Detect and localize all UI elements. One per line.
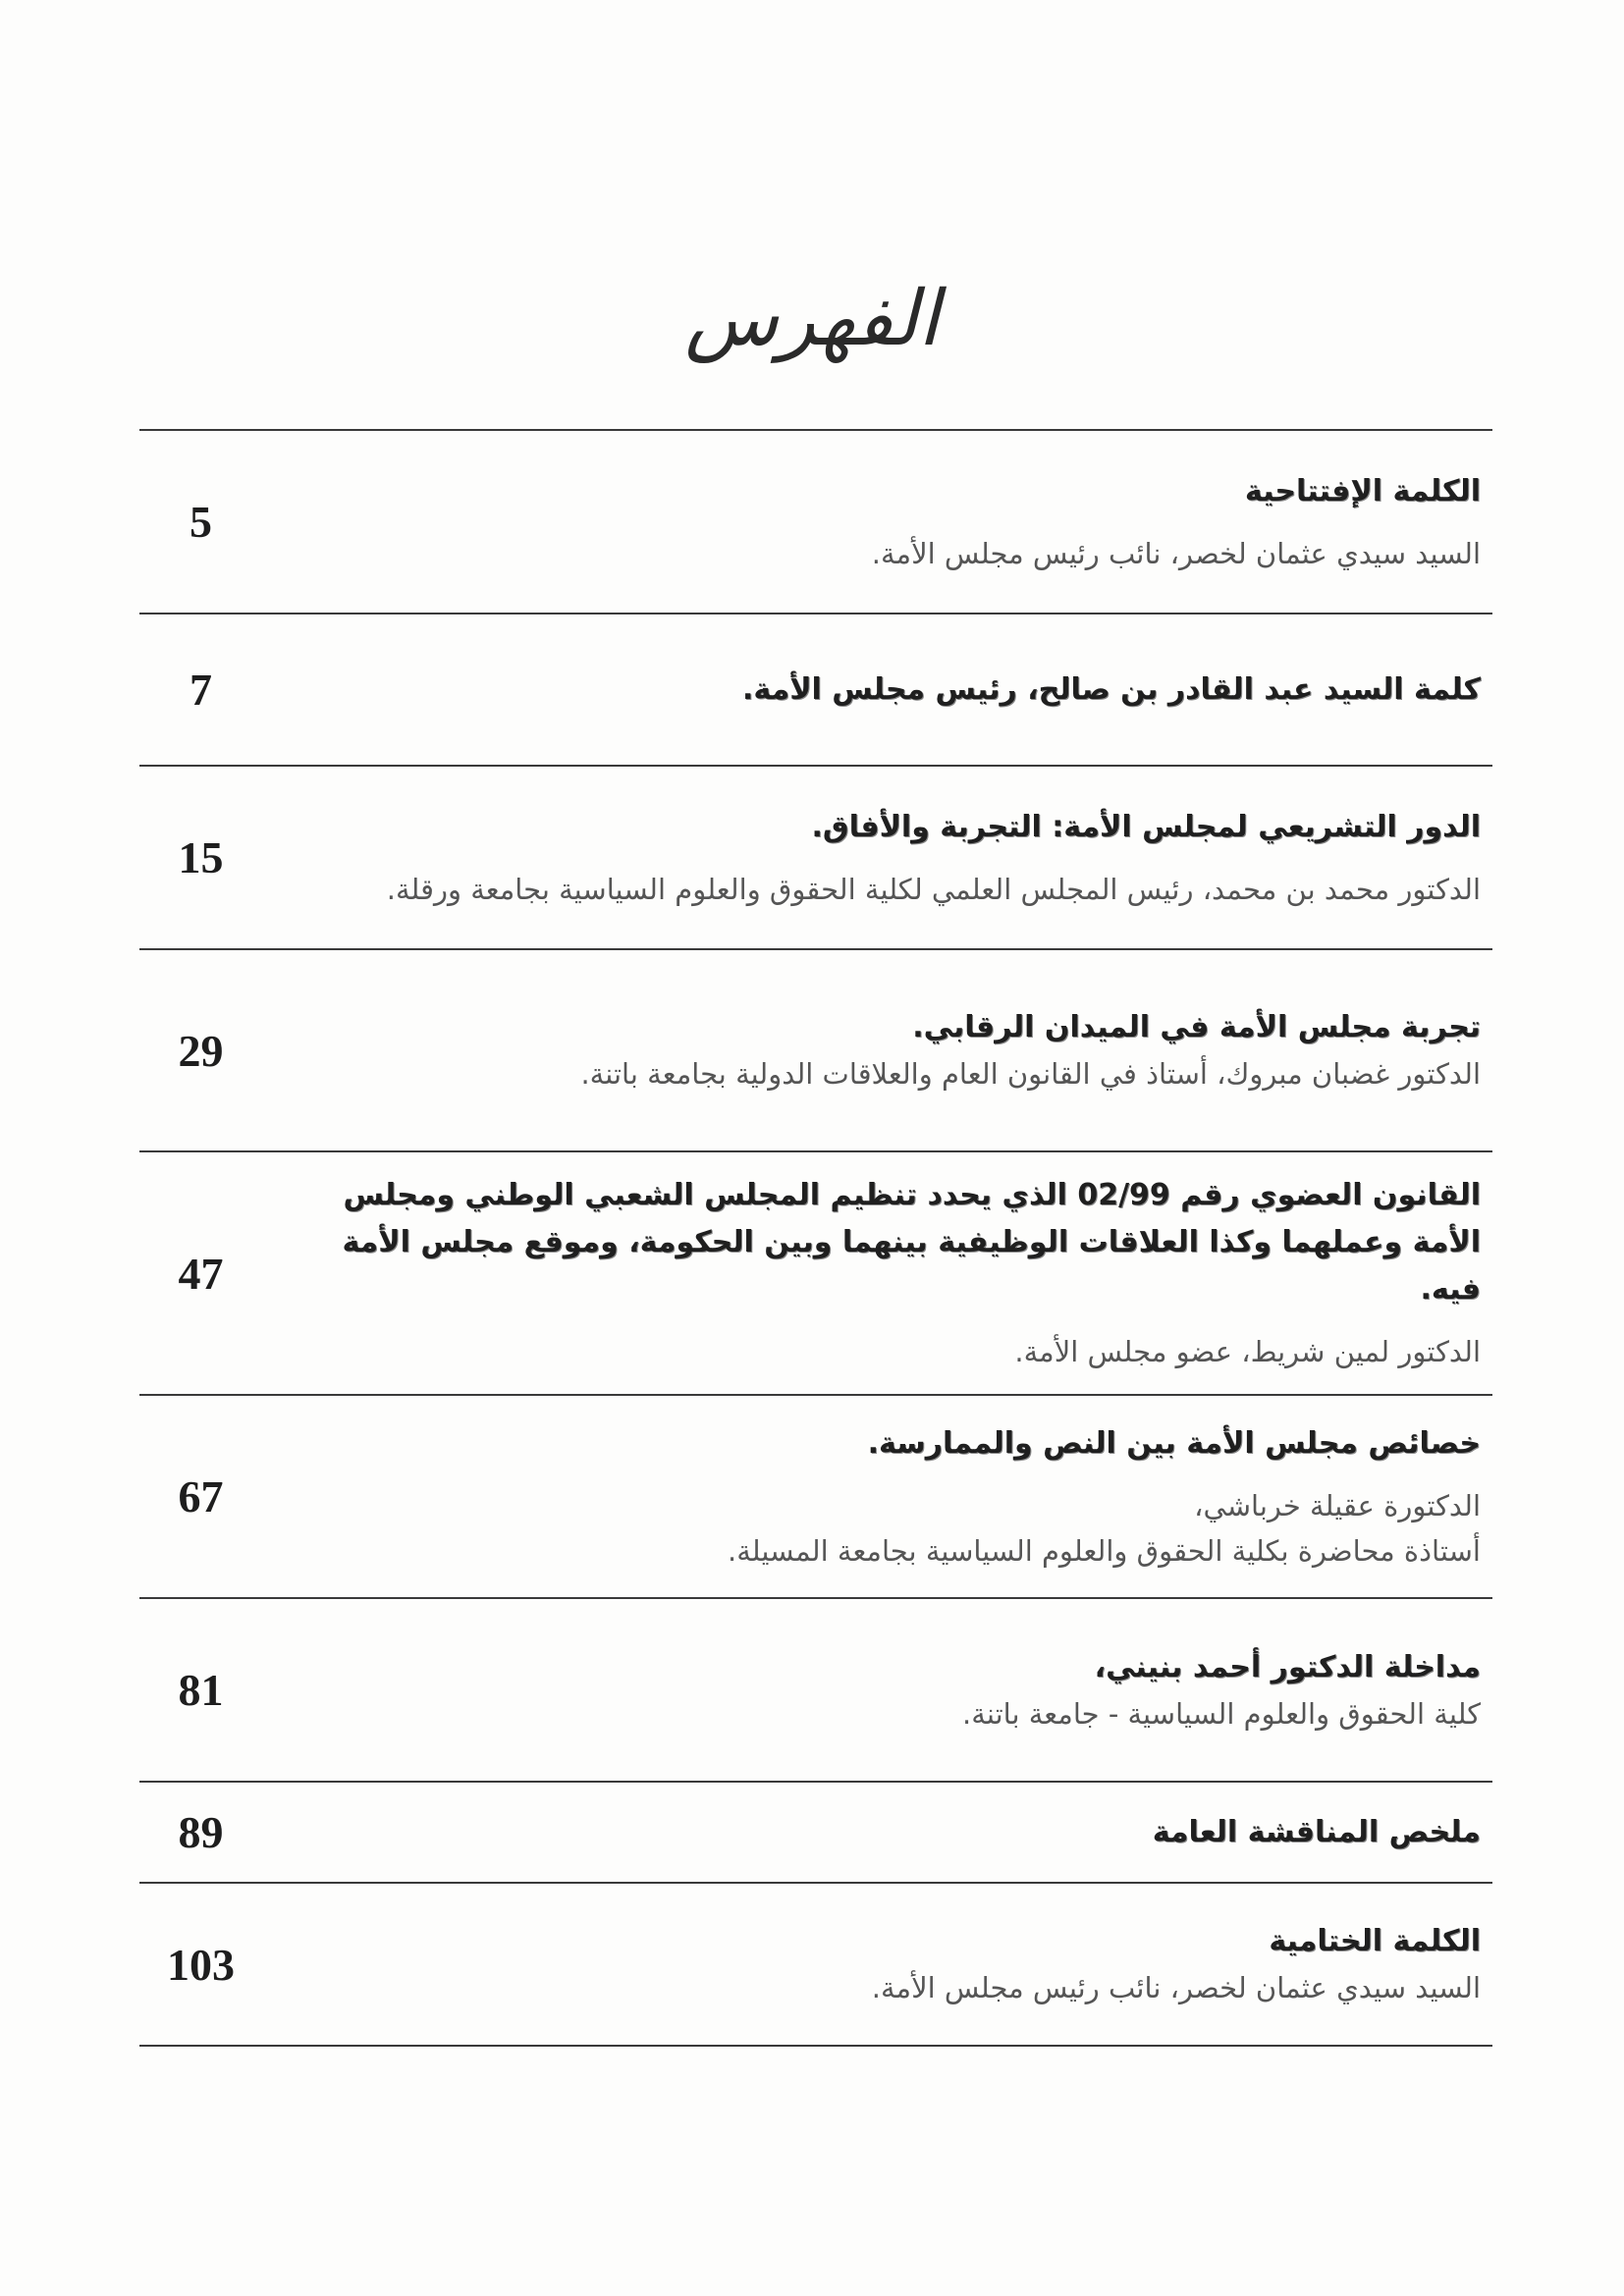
page-number: 7 [189, 665, 212, 715]
page-number: 5 [189, 497, 212, 547]
table-of-contents [139, 429, 1492, 2047]
entry-author: الدكتور لمين شريط، عضو مجلس الأمة. [1014, 1335, 1481, 1368]
page-number: 89 [178, 1807, 224, 1857]
entry-heading: خصائص مجلس الأمة بين النص والممارسة. [867, 1425, 1481, 1461]
toc-entry [139, 1783, 1492, 1882]
entry-heading: الدور التشريعي لمجلس الأمة: التجربة والأفاق. [811, 809, 1481, 844]
page-number: 15 [178, 832, 224, 882]
entry-author: الدكتور غضبان مبروك، أستاذ في القانون العام والعلاقات الدولية بجامعة باتنة. [580, 1057, 1481, 1091]
entry-heading: تجربة مجلس الأمة في الميدان الرقابي. [912, 1010, 1481, 1044]
toc-entry [139, 1396, 1492, 1597]
entry-heading: ملخص المناقشة العامة [1152, 1814, 1481, 1849]
page-number: 67 [178, 1471, 224, 1522]
toc-entry [139, 1884, 1492, 2045]
entry-heading: كلمة السيد عبد القادر بن صالح، رئيس مجلس الأمة. [742, 671, 1481, 707]
entry-heading: القانون العضوي رقم 02/99 الذي يحدد تنظيم المجلس الشعبي الوطني ومجلس الأمة وعملهما وكذا العلاقات الوظيفية بينهما وبين الحكومة، وموقع مجلس الأمة فيه. [342, 1178, 1481, 1307]
page-number: 81 [178, 1665, 224, 1715]
entry-author: السيد سيدي عثمان لخصر، نائب رئيس مجلس الأمة. [871, 536, 1481, 570]
entry-affiliation: كلية الحقوق والعلوم السياسية - جامعة باتنة. [962, 1696, 1481, 1731]
toc-entry [139, 950, 1492, 1150]
toc-entry [139, 1599, 1492, 1781]
divider [139, 2045, 1492, 2047]
page-number: 47 [178, 1248, 224, 1299]
toc-entry [139, 1152, 1492, 1394]
entry-author: السيد سيدي عثمان لخصر، نائب رئيس مجلس الأمة. [871, 1971, 1481, 2004]
entry-author: الدكتورة عقيلة خرباشي، [1194, 1488, 1481, 1522]
entry-heading: الكلمة الإفتتاحية [1244, 473, 1481, 508]
entry-heading: الكلمة الختامية [1269, 1924, 1481, 1958]
page-number: 103 [167, 1939, 235, 1990]
entry-affiliation: أستاذة محاضرة بكلية الحقوق والعلوم السياسية بجامعة المسيلة. [728, 1533, 1481, 1568]
page-number: 29 [178, 1025, 224, 1076]
toc-entry [139, 614, 1492, 765]
entry-heading: مداخلة الدكتور أحمد بنيني، [1094, 1649, 1481, 1684]
toc-entry [139, 431, 1492, 613]
toc-entry [139, 767, 1492, 948]
page-title: الفهرس [684, 275, 940, 363]
entry-author: الدكتور محمد بن محمد، رئيس المجلس العلمي لكلية الحقوق والعلوم السياسية بجامعة ورقلة. [386, 872, 1481, 906]
